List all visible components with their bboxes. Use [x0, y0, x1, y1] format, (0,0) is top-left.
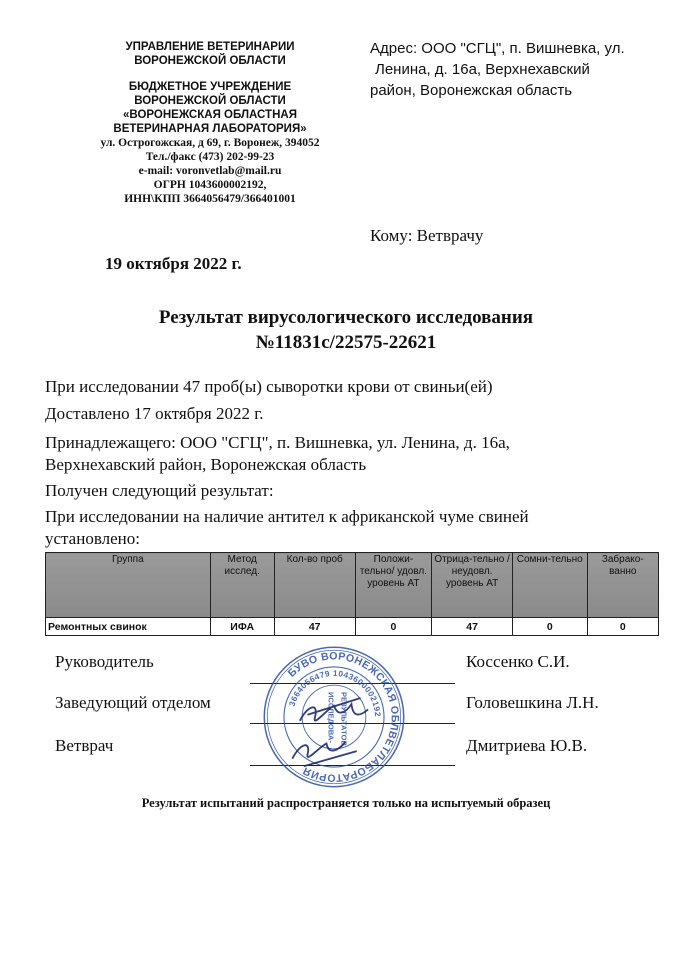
table-cell: 47 — [274, 618, 355, 636]
table-cell: 0 — [587, 618, 658, 636]
header-line: ИНН\КПП 3664056479/366401001 — [124, 193, 296, 205]
table-cell: 0 — [355, 618, 432, 636]
signature-role: Заведующий отделом — [55, 693, 211, 712]
header-line: «ВОРОНЕЖСКАЯ ОБЛАСТНАЯ — [123, 109, 297, 121]
column-header: Забрако-ванно — [587, 553, 658, 618]
column-header: Положи-тельно/ удовл. уровень АТ — [355, 553, 432, 618]
table-cell: Ремонтных свинок — [46, 618, 211, 636]
header-line: Тел./факс (473) 202-99-23 — [145, 151, 275, 163]
address-line: Ленина, д. 16а, Верхнехавский — [375, 61, 590, 78]
signatory-name: Головешкина Л.Н. — [466, 693, 599, 712]
body-line: Принадлежащего: ООО "СГЦ", п. Вишневка, ул. Ленина, д. 16а, — [45, 433, 510, 452]
recipient-address — [370, 38, 670, 101]
svg-text:РЕЗУЛЬТАТОВ: РЕЗУЛЬТАТОВ — [339, 691, 349, 746]
header-line: ОГРН 1043600002192, — [153, 179, 267, 191]
column-header: Группа — [46, 553, 211, 618]
body-text — [45, 506, 665, 550]
body-line: Верхнехавский район, Воронежская область — [45, 455, 367, 474]
body-line: При исследовании на наличие антител к африканской чуме свиней — [45, 507, 529, 526]
signatory-name: Дмитриева Ю.В. — [466, 736, 588, 755]
signatory-name: Коссенко С.И. — [466, 652, 570, 671]
body-text — [45, 432, 665, 476]
header-line: ВОРОНЕЖСКОЙ ОБЛАСТИ — [134, 55, 286, 67]
document-title — [0, 305, 692, 355]
body-line: установлено: — [45, 529, 140, 548]
table-cell: ИФА — [210, 618, 274, 636]
column-header: Сомни-тельно — [512, 553, 587, 618]
header-line: БЮДЖЕТНОЕ УЧРЕЖДЕНИЕ — [128, 81, 292, 93]
document-number: №11831с/22575-22621 — [255, 332, 437, 353]
address-line: район, Воронежская область — [370, 82, 573, 99]
results-table — [45, 552, 659, 636]
header-line: ВЕТЕРИНАРНАЯ ЛАБОРАТОРИЯ» — [113, 123, 307, 135]
header-line: ул. Острогожская, д 69, г. Воронеж, 394052 — [100, 137, 320, 149]
column-header: Метод исслед. — [210, 553, 274, 618]
header-line: e-mail: voronvetlab@mail.ru — [138, 165, 282, 177]
address-line: Адрес: ООО "СГЦ", п. Вишневка, ул. — [370, 40, 625, 57]
header-line: УПРАВЛЕНИЕ ВЕТЕРИНАРИИ — [125, 41, 295, 53]
table-row — [46, 618, 659, 636]
recipient: Кому: Ветврачу — [370, 226, 484, 245]
institution-header — [60, 40, 360, 206]
document-date: 19 октября 2022 г. — [105, 254, 242, 273]
body-text: При исследовании 47 проб(ы) сыворотки крови от свиньи(ей) — [45, 377, 493, 396]
body-text: Получен следующий результат: — [45, 481, 274, 500]
table-cell: 47 — [432, 618, 513, 636]
title-line: Результат вирусологического исследования — [158, 307, 534, 328]
signature-role: Ветврач — [55, 736, 114, 755]
svg-text:БУВО ВОРОНЕЖСКАЯ ОБЛВЕТЛАБОРАТ: БУВО ВОРОНЕЖСКАЯ ОБЛВЕТЛАБОРАТОРИЯ — [285, 650, 401, 784]
svg-text:ИССЛЕДОВА-: ИССЛЕДОВА- — [326, 691, 336, 743]
table-header-row — [46, 553, 659, 618]
signature-role: Руководитель — [55, 652, 154, 671]
footer-note: Результат испытаний распространяется только на испытуемый образец — [141, 796, 551, 810]
header-line: ВОРОНЕЖСКОЙ ОБЛАСТИ — [134, 95, 286, 107]
official-stamp — [262, 645, 406, 789]
column-header: Кол-во проб — [274, 553, 355, 618]
body-text: Доставлено 17 октября 2022 г. — [45, 404, 264, 423]
svg-text:3664056479 1043600002192: 3664056479 1043600002192 — [286, 668, 383, 718]
table-cell: 0 — [512, 618, 587, 636]
column-header: Отрица-тельно / неудовл. уровень АТ — [432, 553, 513, 618]
